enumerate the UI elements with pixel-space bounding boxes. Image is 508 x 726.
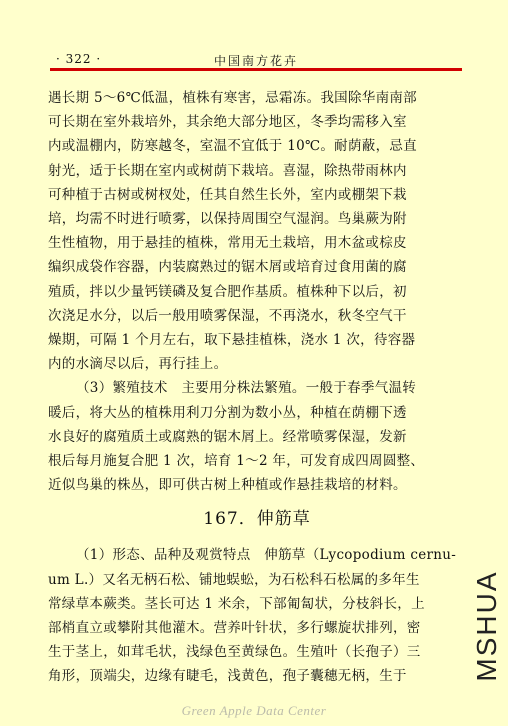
text-line: 可种植于古树或树杈处，任其自然生长外，室内或棚架下栽 (48, 186, 407, 203)
page-body (48, 86, 466, 689)
header-rule (50, 68, 462, 71)
text-line: 编织成袋作容器，内装腐熟过的锯木屑或培育过食用菌的腐 (48, 259, 407, 276)
side-watermark: MSHUA (471, 570, 502, 682)
text-line: 暖后，将大丛的植株用利刀分割为数小丛，种植在荫棚下透 (48, 404, 407, 421)
text-line: 内的水滴尽以后，再行挂上。 (48, 356, 228, 373)
text-line: （1）形态、品种及观赏特点 伸筋草（Lycopodium cernu- (76, 547, 457, 564)
paragraph-propagation (48, 376, 466, 497)
text-line: 燥期，可隔 1 个月左右，取下悬挂植株，浇水 1 次，待容器 (48, 332, 416, 349)
text-line: 近似鸟巢的株丛，即可供古树上种植或作悬挂栽培的材料。 (48, 477, 407, 494)
text-line: 可长期在室外栽培外，其余绝大部分地区，冬季均需移入室 (48, 114, 407, 131)
running-title: 中国南方花卉 (213, 54, 298, 68)
paragraph-cultivation (48, 86, 466, 376)
text-line: （3）繁殖技术 主要用分株法繁殖。一般于春季气温转 (76, 380, 417, 397)
text-line: 常绿草本蕨类。茎长可达 1 米余，下部匍匐状，分枝斜长，上 (48, 595, 425, 612)
text-line: 射光，适于长期在室内或树荫下栽培。喜湿，除热带雨林内 (48, 162, 407, 179)
text-line: 生于茎上，如茸毛状，浅绿色至黄绿色。生殖叶（长孢子）三 (48, 644, 421, 661)
bottom-watermark: Green Apple Data Center (181, 703, 327, 718)
text-line: 部梢直立或攀附其他灌木。营养叶针状，多行螺旋状排列，密 (48, 620, 421, 637)
text-line: 遇长期 5～6℃低温，植株有寒害，忌霜冻。我国除华南南部 (48, 90, 417, 106)
text-line: 殖质，拌以少量钙镁磷及复合肥作基质。植株种下以后，初 (48, 283, 407, 300)
text-line: 次浇足水分，以后一般用喷雾保湿，不再浇水，秋冬空气干 (48, 307, 407, 324)
paragraph-morphology (48, 543, 466, 688)
page-number: · 322 · (56, 52, 102, 66)
text-line: 水良好的腐殖质土或腐熟的锯木屑上。经常喷雾保湿，发新 (48, 428, 407, 445)
text-line: 内或温棚内，防寒越冬，室温不宜低于 10℃。耐荫蔽，忌直 (48, 138, 417, 155)
text-line: 培，均需不时进行喷雾，以保持周围空气湿润。鸟巢蕨为附 (48, 211, 407, 228)
text-line: um L.）又名无柄石松、铺地蜈蚣，为石松科石松属的多年生 (48, 571, 420, 588)
text-line: 生性植物，用于悬挂的植株，常用无土栽培，用木盆或棕皮 (48, 235, 407, 252)
section-title: 167．伸筋草 (203, 509, 311, 530)
text-line: 根后每月施复合肥 1 次，培育 1～2 年，可发育成四周圆整、 (48, 453, 425, 470)
text-line: 角形，顶端尖，边缘有睫毛，浅黄色，孢子囊穗无柄，生于 (48, 668, 407, 685)
